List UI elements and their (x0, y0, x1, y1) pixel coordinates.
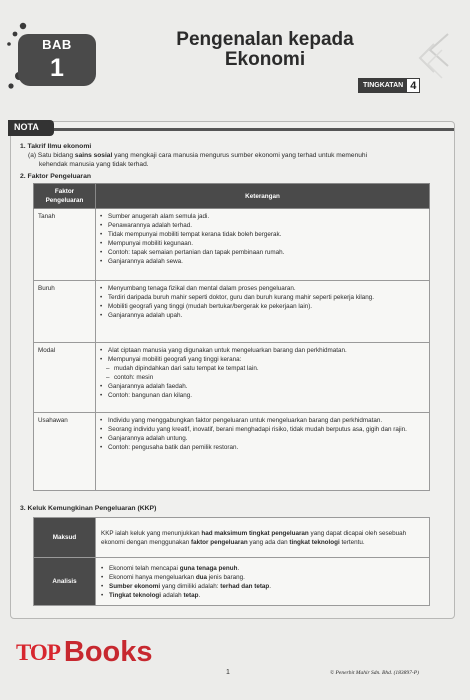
list-item: • Ganjarannya adalah upah. (100, 311, 425, 320)
list-item: • Tingkat teknologi adalah tetap. (101, 591, 424, 600)
list-item: • Ekonomi telah mencapai guna tenaga penuh. (101, 564, 424, 573)
page-number: 1 (226, 669, 230, 676)
factors-table (33, 183, 430, 491)
list-item: • Individu yang menggabungkan faktor pengeluaran untuk mengeluarkan barang dan perkhidmatan. (100, 416, 425, 425)
factor-description (96, 281, 430, 343)
list-item: • Sumber anugerah alam semula jadi. (100, 212, 425, 221)
list-item: • Ganjarannya adalah sewa. (100, 257, 425, 266)
logo-books-text: Books (63, 636, 153, 668)
factor-name: Usahawan (34, 413, 96, 491)
publisher-credit: © Penerbit Mahir Sdn. Bhd. (183897-P) (330, 670, 419, 676)
chapter-label: BAB (42, 37, 72, 52)
section-1-definition: (a) Satu bidang sains sosial yang mengkaji cara manusia mengurus sumber ekonomi yang terhad untuk memenuhi (28, 152, 368, 159)
maksud-text: KKP ialah keluk yang menunjukkan had maksimum tingkat pengeluaran yang dapat dicapai oleh sesebuah ekonomi dengan menggunakan faktor pengeluaran yang ada dan tingkat teknologi tertentu. (96, 518, 430, 558)
form-level-badge (358, 78, 420, 93)
list-item: • Terdiri daripada buruh mahir seperti doktor, guru dan buruh kurang mahir seperti pekerja kilang. (100, 293, 425, 302)
list-item: • Mempunyai mobiliti kegunaan. (100, 239, 425, 248)
analisis-label: Analisis (34, 558, 96, 606)
factor-name: Tanah (34, 209, 96, 281)
table-row (34, 558, 430, 606)
chapter-number: 1 (50, 54, 64, 82)
chapter-badge (18, 34, 96, 86)
list-subitem: – contoh: mesin (100, 373, 425, 382)
list-item: • Contoh: pengusaha batik dan pemilik restoran. (100, 443, 425, 452)
section-1-heading: 1. Takrif Ilmu ekonomi (20, 143, 92, 150)
form-level-label: TINGKATAN (363, 82, 404, 89)
section-2-heading: 2. Faktor Pengeluaran (20, 173, 92, 180)
list-item: • Seorang individu yang kreatif, inovatif, berani menghadapi risiko, tidak mudah berputus asa, gigih dan rajin. (100, 425, 425, 434)
list-item: • Menyumbang tenaga fizikal dan mental dalam proses pengeluaran. (100, 284, 425, 293)
factor-description (96, 343, 430, 413)
table-row (34, 209, 430, 281)
header-factor: Faktor Pengeluaran (34, 184, 96, 209)
list-item: • Mempunyai mobiliti geografi yang tinggi kerana: (100, 355, 425, 364)
logo-top-text: TOP (16, 639, 60, 665)
topbooks-logo (16, 636, 153, 669)
section-1 (20, 142, 445, 169)
list-item: • Alat ciptaan manusia yang digunakan untuk mengeluarkan barang dan perkhidmatan. (100, 346, 425, 355)
section-3-heading: 3. Keluk Kemungkinan Pengeluaran (KKP) (20, 505, 157, 512)
list-item: • Ekonomi hanya mengeluarkan dua jenis barang. (101, 573, 424, 582)
table-row (34, 343, 430, 413)
list-item: • Ganjarannya adalah faedah. (100, 382, 425, 391)
factor-name: Buruh (34, 281, 96, 343)
header-description: Keterangan (96, 184, 430, 209)
table-row (34, 413, 430, 491)
list-item: • Ganjarannya adalah untung. (100, 434, 425, 443)
list-item: • Contoh: tapak semaian pertanian dan tapak pembinaan rumah. (100, 248, 425, 257)
section-1-definition-line2: kehendak manusia yang tidak terhad. (39, 161, 149, 168)
table-row (34, 518, 430, 558)
analisis-text (96, 558, 430, 606)
form-level-number: 4 (406, 78, 420, 93)
table-row (34, 281, 430, 343)
maksud-label: Maksud (34, 518, 96, 558)
list-item: • Mobiliti geografi yang tinggi (mudah bertukar/bergerak ke pekerjaan lain). (100, 302, 425, 311)
notes-tab: NOTA (8, 120, 54, 136)
factor-name: Modal (34, 343, 96, 413)
title-line-1: Pengenalan kepada (176, 29, 354, 50)
list-item: • Tidak mempunyai mobiliti tempat kerana tidak boleh bergerak. (100, 230, 425, 239)
list-item: • Contoh: bangunan dan kilang. (100, 391, 425, 400)
list-item: • Penawarannya adalah terhad. (100, 221, 425, 230)
decorative-arrows-icon (390, 30, 450, 80)
kkp-table (33, 517, 430, 606)
title-line-2: Ekonomi (224, 49, 306, 70)
page-title (130, 30, 400, 70)
factor-description (96, 413, 430, 491)
factor-description (96, 209, 430, 281)
list-subitem: – mudah dipindahkan dari satu tempat ke tempat lain. (100, 364, 425, 373)
list-item: • Sumber ekonomi yang dimiliki adalah: terhad dan tetap. (101, 582, 424, 591)
notes-divider (54, 128, 454, 131)
